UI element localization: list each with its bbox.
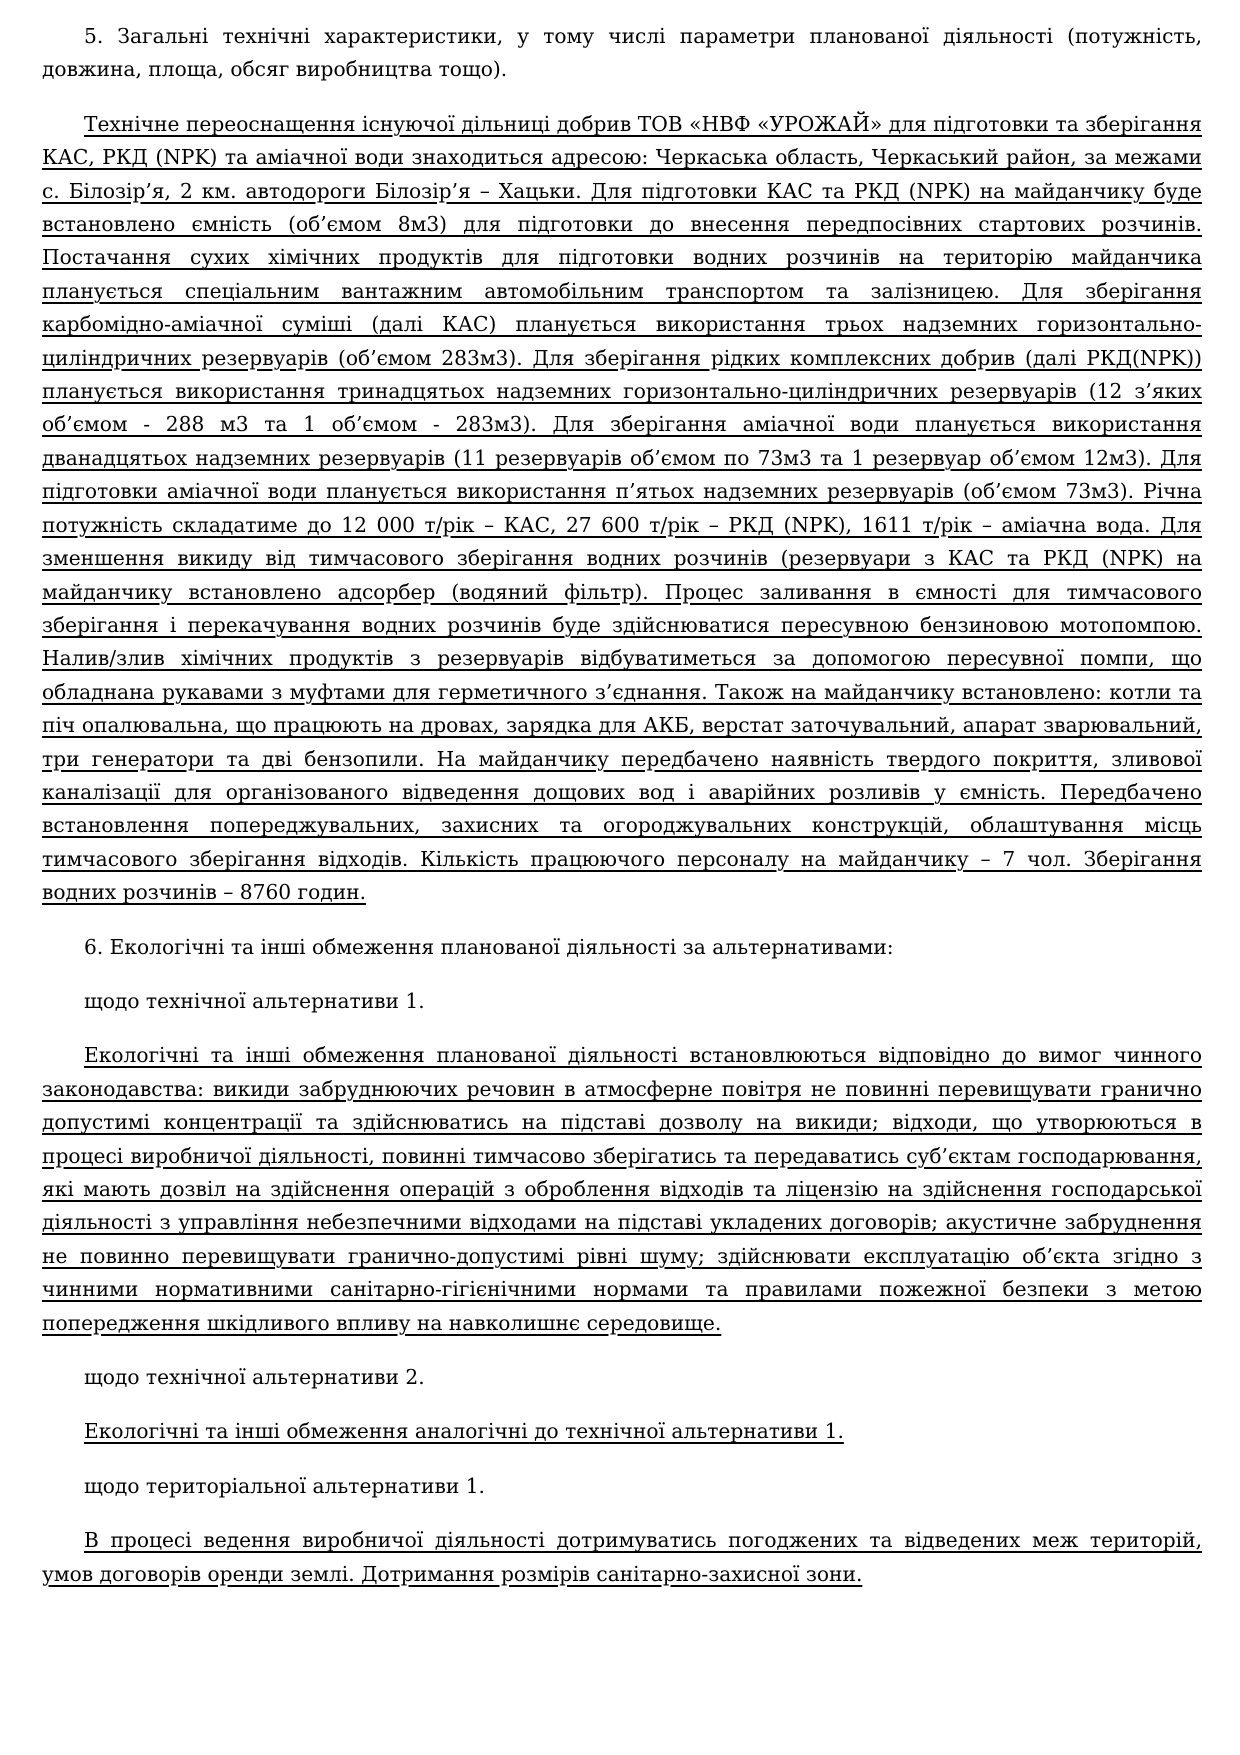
technical-alternative-2-label: щодо технічної альтернативи 2. bbox=[84, 1365, 425, 1390]
section-5-heading: 5. Загальні технічні характеристики, у тому числі параметри планованої діяльності (потужність, довжина, площа, обсяг виробництва тощо). bbox=[42, 24, 1202, 82]
technical-alternative-1-label: щодо технічної альтернативи 1. bbox=[84, 988, 425, 1013]
technical-alternative-2-body: Екологічні та інші обмеження аналогічні до технічної альтернативи 1. bbox=[84, 1419, 844, 1444]
territorial-alternative-1-body: В процесі ведення виробничої діяльності дотримуватись погоджених та відведених меж територій, умов договорів оренди землі. Дотримання розмірів санітарно-захисної зони. bbox=[42, 1528, 1202, 1586]
section-5-body: Технічне переоснащення існуючої дільниці добрив ТОВ «НВФ «УРОЖАЙ» для підготовки та зберігання КАС, РКД (NPK) та аміачної води знаходиться адресою: Черкаська область, Черкаський район, за межами с. Білозір’я, 2 км. автодороги Білозір’я – Хацьки. Для підготовки КАС та РКД (NPK) на майданчику буде встановлено ємність (об’ємом 8м3) для підготовки до внесення передпосівних стартових розчинів. Постачання сухих хімічних продуктів для підготовки водних розчинів на територію майданчика планується спеціальним вантажним автомобільним транспортом та залізницею. Для зберігання карбомідно-аміачної суміші (далі КАС) планується використання трьох надземних горизонтально-циліндричних резервуарів (об’ємом 283м3). Для зберігання рідких комплексних добрив (далі РКД(NPK)) планується використання тринадцятьох надземних горизонтально-циліндричних резервуарів (12 з’яких об’ємом - 288 м3 та 1 об’ємом - 283м3). Для зберігання аміачної води планується використання дванадцятьох надземних резервуарів (11 резервуарів об’ємом по 73м3 та 1 резервуар об’ємом 12м3). Для підготовки аміачної води планується використання п’ятьох надземних резервуарів (об’ємом 73м3). Річна потужність складатиме до 12 000 т/рік – КАС, 27 600 т/рік – РКД (NPK), 1611 т/рік – аміачна вода. Для зменшення викиду від тимчасового зберігання водних розчинів (резервуари з КАС та РКД (NPK) на майданчику встановлено адсорбер (водяний фільтр). Процес заливання в ємності для тимчасового зберігання і перекачування водних розчинів буде здійснюватися пересувною бензиновою мотопомпою. Налив/злив хімічних продуктів з резервуарів відбуватиметься за допомогою пересувної помпи, що обладнана рукавами з муфтами для герметичного з’єднання. Також на майданчику встановлено: котли та піч опалювальна, що працюють на дровах, зарядка для АКБ, верстат заточувальний, апарат зварювальний, три генератори та дві бензопили. На майданчику передбачено наявність твердого покриття, зливової каналізації для організованого відведення дощових вод і аварійних розливів у ємність. Передбачено встановлення попереджувальних, захисних та огороджувальних конструкцій, облаштування місць тимчасового зберігання відходів. Кількість працюючого персоналу на майданчику – 7 чол. Зберігання водних розчинів – 8760 годин. bbox=[42, 111, 1202, 905]
territorial-alternative-1-label: щодо територіальної альтернативи 1. bbox=[84, 1473, 485, 1498]
technical-alternative-1-body: Екологічні та інші обмеження планованої діяльності встановлюються відповідно до вимог чинного законодавства: викиди забруднюючих речовин в атмосферне повітря не повинні перевищувати гранично допустимі концентрації та здійснюватись на підставі дозволу на викиди; відходи, що утворюються в процесі виробничої діяльності, повинні тимчасово зберігатись та передаватись суб’єктам господарювання, які мають дозвіл на здійснення операцій з оброблення відходів та ліцензію на здійснення господарської діяльності з управління небезпечними відходами на підставі укладених договорів; акустичне забруднення не повинно перевищувати гранично-допустимі рівні шуму; здійснювати експлуатацію об’єкта згідно з чинними нормативними санітарно-гігієнічними нормами та правилами пожежної безпеки з метою попередження шкідливого впливу на навколишнє середовище. bbox=[42, 1043, 1202, 1335]
document-page bbox=[42, 20, 1202, 1591]
section-6-heading: 6. Екологічні та інші обмеження планованої діяльності за альтернативами: bbox=[84, 934, 894, 959]
